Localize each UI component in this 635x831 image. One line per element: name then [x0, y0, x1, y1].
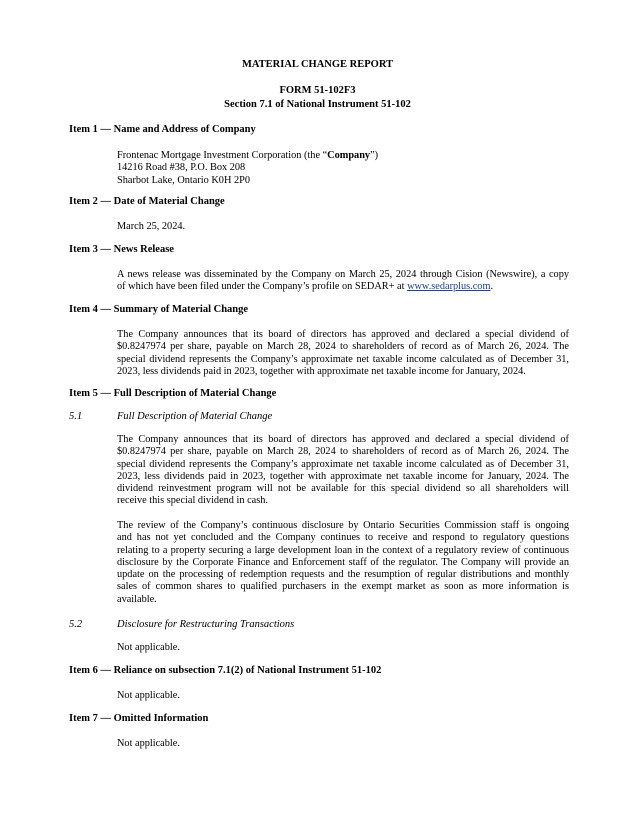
paragraph-line: sales of common shares to qualified purchasers in the exempt market as soon as more information is	[117, 581, 569, 593]
item1-body	[117, 150, 569, 187]
item3-line-1: A news release was disseminated by the Company on March 25, 2024 through Cision (Newswire), a copy	[117, 269, 569, 280]
paragraph-line: relating to a property securing a large development loan in the context of a regulatory review of continuous	[117, 544, 569, 556]
section-5-2-number: 5.2	[69, 619, 83, 630]
address-line-1: 14216 Road #38, P.O. Box 208	[117, 162, 246, 174]
paragraph-line: dividend reinvestment program will not be available for this special dividend so all shareholders will	[117, 483, 569, 495]
section-5-2-text: Not applicable.	[117, 642, 180, 653]
paragraph-line: special dividend represents the Company’s approximate net taxable income calculated as of December 31,	[117, 458, 569, 470]
section-5-1-title: Full Description of Material Change	[117, 411, 273, 422]
paragraph-line: The review of the Company’s continuous disclosure by Ontario Securities Commission staff is ongoing	[117, 520, 569, 531]
item5-paragraph-1	[117, 434, 569, 508]
item2-heading: Item 2 — Date of Material Change	[69, 196, 225, 207]
item4-body	[117, 329, 569, 378]
form-number: FORM 51-102F3	[279, 85, 356, 96]
item6-heading: Item 6 — Reliance on subsection 7.1(2) of National Instrument 51-102	[69, 665, 382, 676]
paragraph-line: The Company announces that its board of directors has approved and declared a special dividend of	[117, 434, 569, 445]
item1-heading: Item 1 — Name and Address of Company	[69, 124, 256, 135]
report-title: MATERIAL CHANGE REPORT	[241, 59, 394, 70]
paragraph-line: 2023, less dividends paid in 2023, together with approximate net taxable income for January, 2024.	[117, 365, 526, 377]
paragraph-line: $0.8247974 per share, payable on March 28, 2024 to shareholders of record as of March 26, 2024. The	[117, 341, 569, 353]
paragraph-line: available.	[117, 593, 157, 605]
item2-text: March 25, 2024.	[117, 221, 186, 232]
item5-paragraph-2	[117, 520, 569, 606]
item5-heading: Item 5 — Full Description of Material Change	[69, 388, 277, 399]
paragraph-line: 2023, less dividends paid in 2023, together with approximate net taxable income for January, 2024. The	[117, 470, 569, 482]
section-reference: Section 7.1 of National Instrument 51-102	[224, 99, 411, 110]
address-line-2: Sharbot Lake, Ontario K0H 2P0	[117, 174, 250, 186]
paragraph-line: disclosure by the Corporate Finance and Enforcement staff of the regulator. The Company will provide an	[117, 556, 569, 568]
sedar-link[interactable]: www.sedarplus.com	[407, 281, 491, 293]
item6-text: Not applicable.	[117, 690, 180, 701]
item4-heading: Item 4 — Summary of Material Change	[69, 304, 249, 315]
paragraph-line: update on the processing of redemption requests and the resumption of regular distributions and monthly	[117, 569, 569, 581]
paragraph-line: and has not yet concluded and the Company continues to receive and respond to regulatory questions	[117, 532, 569, 544]
paragraph-line: receive this special dividend in cash.	[117, 495, 268, 507]
item3-line-2: of which have been filed under the Company’s profile on SEDAR+ at www.sedarplus.com.	[117, 281, 494, 293]
company-name-line: Frontenac Mortgage Investment Corporation (the “Company”)	[117, 150, 379, 161]
section-5-1-number: 5.1	[69, 411, 83, 422]
paragraph-line: special dividend represents the Company’s approximate net taxable income calculated as of December 31,	[117, 353, 569, 365]
item3-heading: Item 3 — News Release	[69, 244, 174, 255]
item3-body	[117, 269, 569, 294]
paragraph-line: The Company announces that its board of directors has approved and declared a special dividend of	[117, 329, 569, 340]
item7-heading: Item 7 — Omitted Information	[69, 713, 209, 724]
item7-text: Not applicable.	[117, 738, 180, 749]
section-5-2-title: Disclosure for Restructuring Transactions	[117, 619, 295, 630]
paragraph-line: $0.8247974 per share, payable on March 28, 2024 to shareholders of record as of March 26, 2024. The	[117, 446, 569, 458]
company-defined-term: Company	[327, 150, 371, 161]
